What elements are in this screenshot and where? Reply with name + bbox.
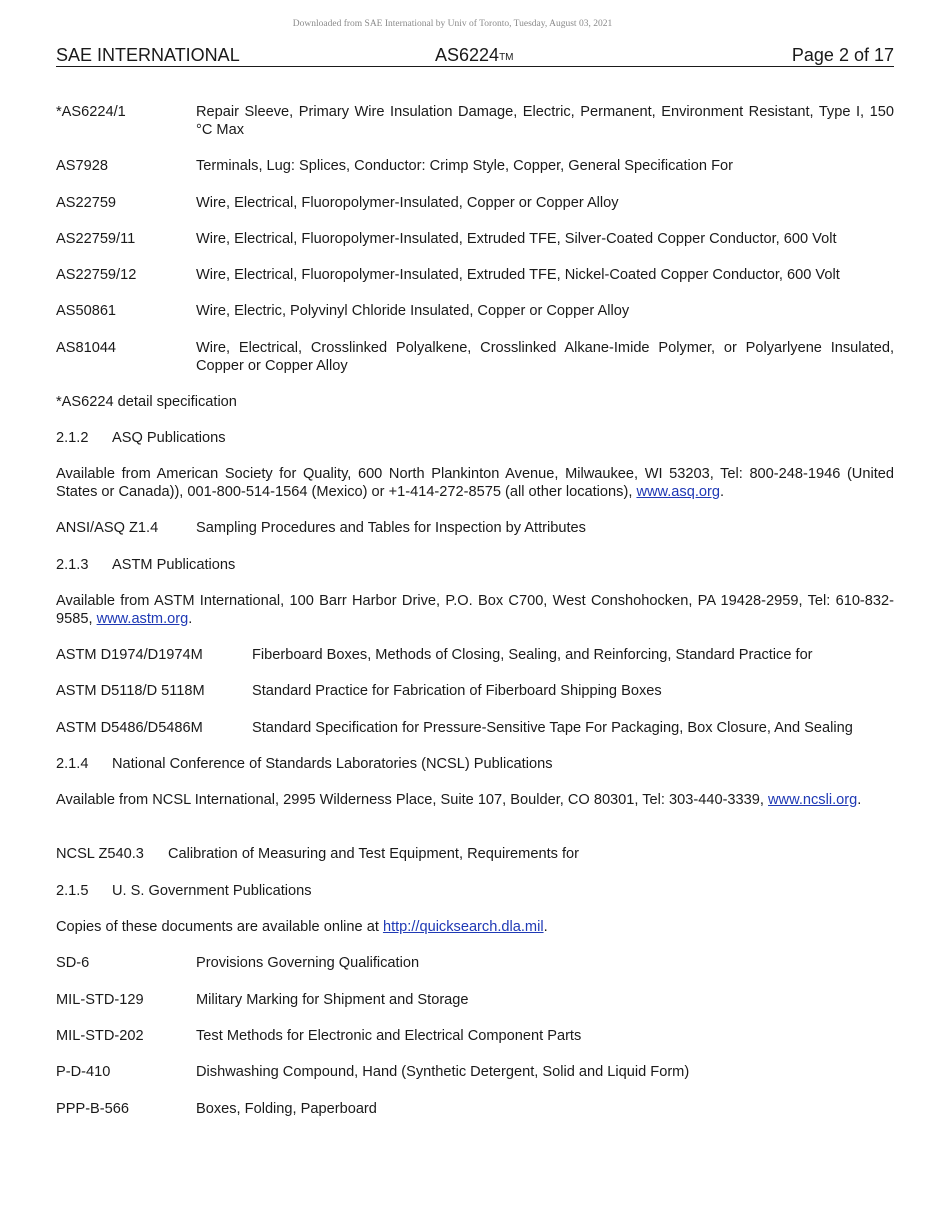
- astm-link[interactable]: www.astm.org: [96, 611, 189, 627]
- asq-link[interactable]: www.asq.org: [636, 484, 720, 500]
- reference-title: Fiberboard Boxes, Methods of Closing, Sealing, and Reinforcing, Standard Practice for: [252, 647, 813, 663]
- reference-code: ASTM D1974/D1974M: [56, 647, 203, 663]
- reference-title: Wire, Electrical, Fluoropolymer-Insulated, Extruded TFE, Silver-Coated Copper Conductor, 600 Volt: [196, 231, 837, 247]
- reference-code: P-D-410: [56, 1064, 111, 1080]
- reference-code: AS50861: [56, 303, 117, 319]
- reference-title: Wire, Electrical, Fluoropolymer-Insulated, Copper or Copper Alloy: [196, 195, 619, 211]
- period: .: [188, 611, 193, 627]
- reference-code: AS22759/12: [56, 267, 137, 283]
- section-number: 2.1.2: [56, 430, 89, 446]
- reference-title: Wire, Electric, Polyvinyl Chloride Insulated, Copper or Copper Alloy: [196, 303, 630, 319]
- download-watermark: Downloaded from SAE International by Univ of Toronto, Tuesday, August 03, 2021: [292, 19, 613, 29]
- section-title: U. S. Government Publications: [112, 883, 312, 899]
- trademark-mark: TM: [499, 52, 514, 63]
- reference-title: Military Marking for Shipment and Storage: [196, 992, 469, 1008]
- reference-title: Calibration of Measuring and Test Equipment, Requirements for: [168, 846, 580, 862]
- reference-title: Standard Practice for Fabrication of Fiberboard Shipping Boxes: [252, 683, 662, 699]
- reference-code: AS7928: [56, 158, 108, 174]
- reference-code: AS22759: [56, 195, 117, 211]
- section-number: 2.1.3: [56, 557, 89, 573]
- reference-title: Provisions Governing Qualification: [196, 955, 420, 971]
- reference-code: PPP-B-566: [56, 1101, 130, 1117]
- page-header: [56, 45, 894, 67]
- reference-title: Test Methods for Electronic and Electrical Component Parts: [196, 1028, 582, 1044]
- reference-code: MIL-STD-202: [56, 1028, 144, 1044]
- reference-code: SD-6: [56, 955, 90, 971]
- reference-title: Standard Specification for Pressure-Sensitive Tape For Packaging, Box Closure, And Sealing: [252, 720, 853, 736]
- header-page-number: Page 2 of 17: [791, 45, 894, 65]
- reference-code: ASTM D5118/D 5118M: [56, 683, 205, 699]
- reference-code: *AS6224/1: [56, 104, 126, 120]
- detail-spec-note: *AS6224 detail specification: [56, 394, 237, 410]
- reference-code: AS22759/11: [56, 231, 136, 247]
- section-number: 2.1.4: [56, 756, 89, 772]
- availability-paragraph: [56, 791, 894, 809]
- header-doc-code: AS6224: [435, 45, 500, 65]
- reference-title: Wire, Electrical, Crosslinked Polyalkene, Crosslinked Alkane-Imide Polymer, or Polyarlyene Insulated, Copper or Copper Alloy: [196, 340, 894, 374]
- availability-text: Copies of these documents are available online at: [56, 919, 383, 935]
- reference-code: MIL-STD-129: [56, 992, 144, 1008]
- availability-text: Available from ASTM International, 100 Barr Harbor Drive, P.O. Box C700, West Conshohocken, PA 19428-2959, Tel: 610-832-9585,: [56, 593, 894, 627]
- reference-code: AS81044: [56, 340, 117, 356]
- header-document-number: [435, 45, 514, 68]
- reference-title: Wire, Electrical, Fluoropolymer-Insulated, Extruded TFE, Nickel-Coated Copper Conductor, 600 Volt: [196, 267, 840, 283]
- ncsl-link[interactable]: www.ncsli.org: [768, 792, 858, 808]
- period: .: [543, 919, 548, 935]
- reference-code: NCSL Z540.3: [56, 846, 144, 862]
- reference-code: ANSI/ASQ Z1.4: [56, 520, 159, 536]
- reference-title: Repair Sleeve, Primary Wire Insulation Damage, Electric, Permanent, Environment Resistant, Type I, 150 °C Max: [196, 104, 894, 138]
- availability-text: Available from American Society for Quality, 600 North Plankinton Avenue, Milwaukee, WI 53203, Tel: 800-248-1946 (United States or Canada)), 001-800-514-1564 (Mexico) or +1-414-272-8575 (all other locations),: [56, 466, 894, 500]
- period: .: [719, 484, 725, 500]
- availability-paragraph: [56, 592, 894, 628]
- availability-paragraph: [56, 918, 894, 936]
- availability-text: Available from NCSL International, 2995 Wilderness Place, Suite 107, Boulder, CO 80301, Tel: 303-440-3339,: [56, 792, 769, 808]
- reference-title: Sampling Procedures and Tables for Inspection by Attributes: [196, 520, 586, 536]
- reference-title: Terminals, Lug: Splices, Conductor: Crimp Style, Copper, General Specification For: [196, 158, 733, 174]
- quicksearch-link[interactable]: http://quicksearch.dla.mil: [382, 919, 544, 935]
- availability-paragraph: [56, 465, 894, 501]
- reference-title: Dishwashing Compound, Hand (Synthetic Detergent, Solid and Liquid Form): [196, 1064, 690, 1080]
- period: .: [857, 792, 862, 808]
- section-title: ASTM Publications: [112, 557, 236, 573]
- section-title: National Conference of Standards Laboratories (NCSL) Publications: [112, 756, 553, 772]
- header-organization: SAE INTERNATIONAL: [56, 45, 240, 65]
- section-number: 2.1.5: [56, 883, 89, 899]
- reference-title: Boxes, Folding, Paperboard: [196, 1101, 377, 1117]
- reference-code: ASTM D5486/D5486M: [56, 720, 203, 736]
- section-title: ASQ Publications: [112, 430, 226, 446]
